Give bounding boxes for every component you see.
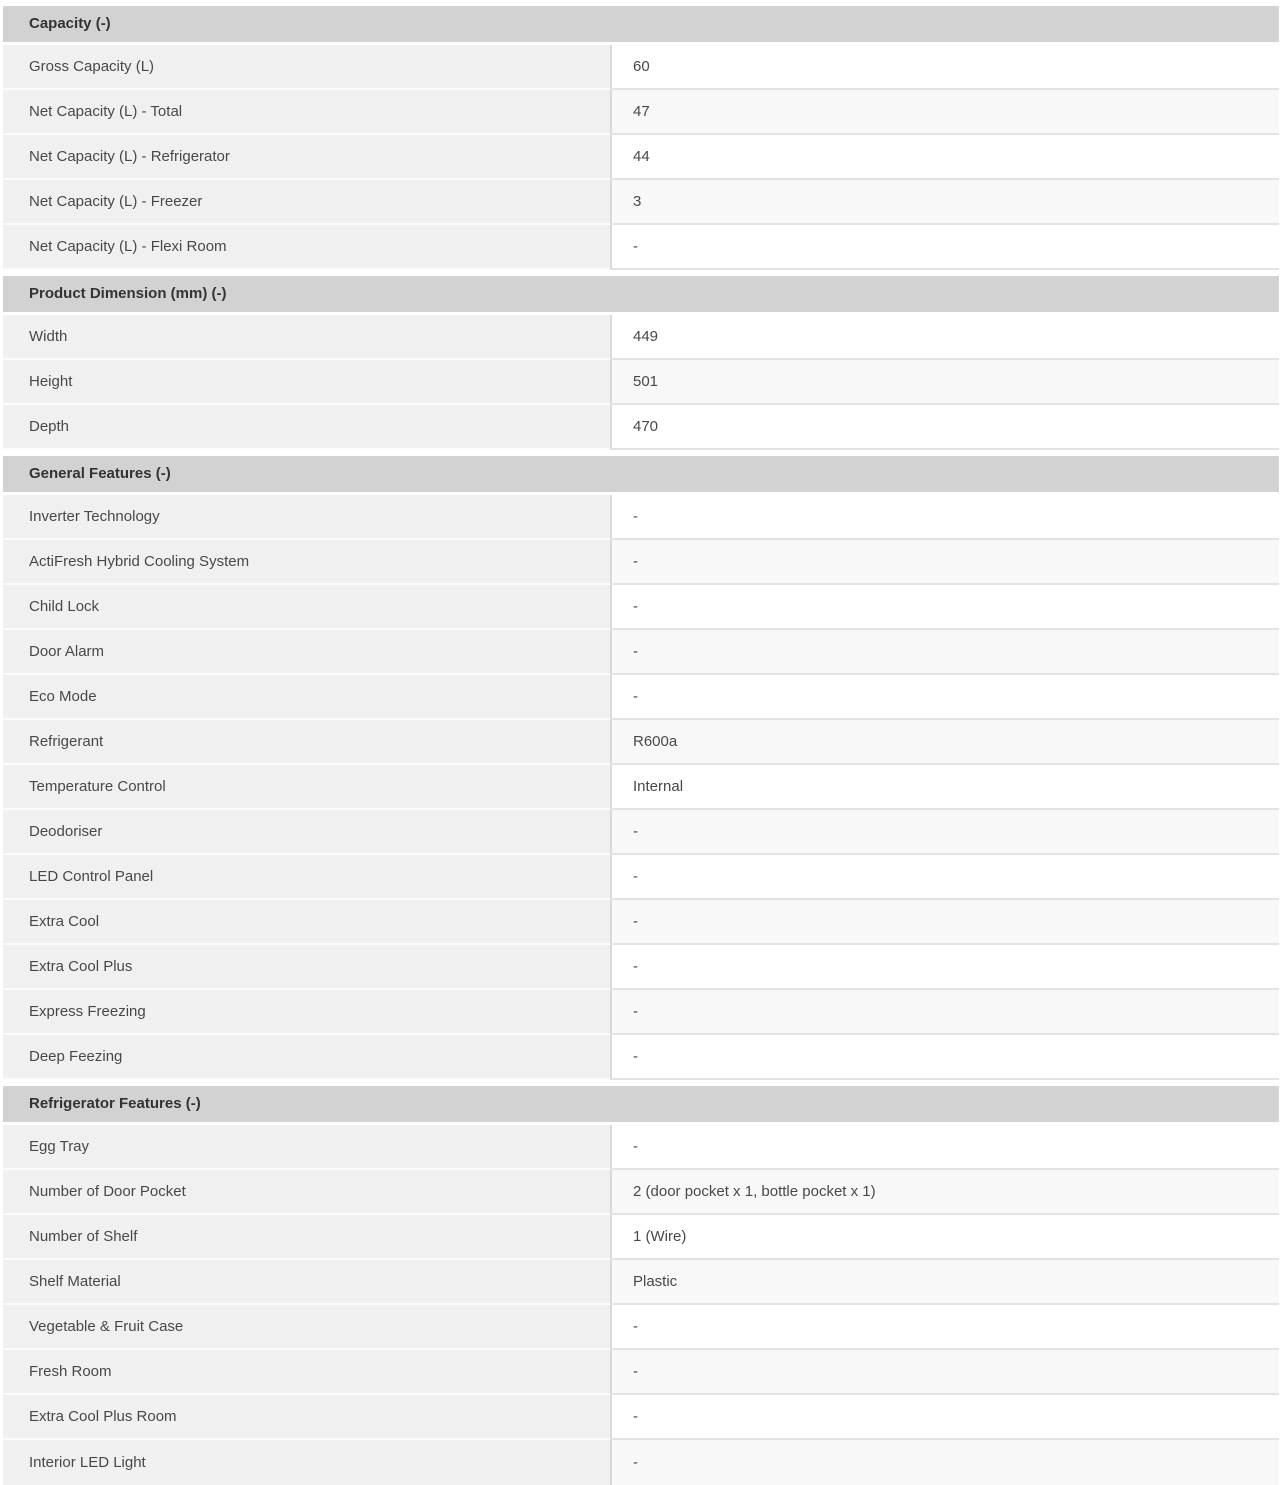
spec-label-eco-mode: Eco Mode	[3, 675, 610, 720]
spec-row	[3, 990, 1279, 1035]
spec-value-actifresh-hybrid-cooling-system: -	[610, 540, 1279, 585]
spec-label-egg-tray: Egg Tray	[3, 1125, 610, 1170]
spec-value-extra-cool: -	[610, 900, 1279, 945]
spec-label-temperature-control: Temperature Control	[3, 765, 610, 810]
spec-value-extra-cool-plus-room: -	[610, 1395, 1279, 1440]
spec-row	[3, 630, 1279, 675]
spec-row	[3, 1035, 1279, 1080]
spec-label-width: Width	[3, 315, 610, 360]
spec-label-express-freezing: Express Freezing	[3, 990, 610, 1035]
spec-value-refrigerant: R600a	[610, 720, 1279, 765]
section-row	[3, 270, 1279, 315]
spec-label-extra-cool: Extra Cool	[3, 900, 610, 945]
spec-row	[3, 945, 1279, 990]
spec-label-refrigerant: Refrigerant	[3, 720, 610, 765]
spec-label-extra-cool-plus: Extra Cool Plus	[3, 945, 610, 990]
spec-label-gross-capacity-l: Gross Capacity (L)	[3, 45, 610, 90]
spec-value-deep-feezing: -	[610, 1035, 1279, 1080]
spec-table	[3, 0, 1279, 1485]
spec-value-depth: 470	[610, 405, 1279, 450]
spec-row	[3, 225, 1279, 270]
spec-label-shelf-material: Shelf Material	[3, 1260, 610, 1305]
spec-label-child-lock: Child Lock	[3, 585, 610, 630]
spec-value-number-of-shelf: 1 (Wire)	[610, 1215, 1279, 1260]
spec-label-deep-feezing: Deep Feezing	[3, 1035, 610, 1080]
spec-label-depth: Depth	[3, 405, 610, 450]
spec-value-net-capacity-l-freezer: 3	[610, 180, 1279, 225]
spec-label-number-of-shelf: Number of Shelf	[3, 1215, 610, 1260]
spec-value-width: 449	[610, 315, 1279, 360]
spec-value-inverter-technology: -	[610, 495, 1279, 540]
spec-label-actifresh-hybrid-cooling-system: ActiFresh Hybrid Cooling System	[3, 540, 610, 585]
spec-value-gross-capacity-l: 60	[610, 45, 1279, 90]
spec-row	[3, 360, 1279, 405]
spec-row	[3, 1125, 1279, 1170]
spec-row	[3, 1305, 1279, 1350]
spec-label-vegetable-fruit-case: Vegetable & Fruit Case	[3, 1305, 610, 1350]
spec-label-fresh-room: Fresh Room	[3, 1350, 610, 1395]
spec-row	[3, 1170, 1279, 1215]
spec-label-number-of-door-pocket: Number of Door Pocket	[3, 1170, 610, 1215]
spec-label-height: Height	[3, 360, 610, 405]
section-header-product-dimension-mm[interactable]: Product Dimension (mm) (-)	[3, 270, 1279, 315]
spec-value-deodoriser: -	[610, 810, 1279, 855]
spec-value-net-capacity-l-refrigerator: 44	[610, 135, 1279, 180]
spec-label-interior-led-light: Interior LED Light	[3, 1440, 610, 1485]
spec-row	[3, 90, 1279, 135]
spec-row	[3, 1350, 1279, 1395]
spec-row	[3, 1440, 1279, 1485]
spec-label-deodoriser: Deodoriser	[3, 810, 610, 855]
spec-value-eco-mode: -	[610, 675, 1279, 720]
spec-row	[3, 495, 1279, 540]
spec-label-net-capacity-l-freezer: Net Capacity (L) - Freezer	[3, 180, 610, 225]
spec-row	[3, 585, 1279, 630]
spec-row	[3, 900, 1279, 945]
spec-value-height: 501	[610, 360, 1279, 405]
spec-row	[3, 405, 1279, 450]
spec-label-net-capacity-l-flexi-room: Net Capacity (L) - Flexi Room	[3, 225, 610, 270]
spec-value-temperature-control: Internal	[610, 765, 1279, 810]
spec-value-number-of-door-pocket: 2 (door pocket x 1, bottle pocket x 1)	[610, 1170, 1279, 1215]
section-header-capacity[interactable]: Capacity (-)	[3, 0, 1279, 45]
spec-value-fresh-room: -	[610, 1350, 1279, 1395]
spec-label-net-capacity-l-refrigerator: Net Capacity (L) - Refrigerator	[3, 135, 610, 180]
spec-value-vegetable-fruit-case: -	[610, 1305, 1279, 1350]
spec-value-led-control-panel: -	[610, 855, 1279, 900]
spec-value-extra-cool-plus: -	[610, 945, 1279, 990]
section-row	[3, 450, 1279, 495]
spec-row	[3, 315, 1279, 360]
section-row	[3, 1080, 1279, 1125]
spec-value-door-alarm: -	[610, 630, 1279, 675]
spec-row	[3, 45, 1279, 90]
spec-value-interior-led-light: -	[610, 1440, 1279, 1485]
spec-row	[3, 540, 1279, 585]
section-header-general-features[interactable]: General Features (-)	[3, 450, 1279, 495]
spec-label-led-control-panel: LED Control Panel	[3, 855, 610, 900]
spec-label-door-alarm: Door Alarm	[3, 630, 610, 675]
spec-row	[3, 855, 1279, 900]
spec-value-net-capacity-l-flexi-room: -	[610, 225, 1279, 270]
spec-table-body	[3, 0, 1279, 1485]
spec-value-egg-tray: -	[610, 1125, 1279, 1170]
spec-row	[3, 675, 1279, 720]
spec-row	[3, 135, 1279, 180]
spec-label-net-capacity-l-total: Net Capacity (L) - Total	[3, 90, 610, 135]
spec-value-shelf-material: Plastic	[610, 1260, 1279, 1305]
spec-row	[3, 720, 1279, 765]
spec-row	[3, 180, 1279, 225]
spec-row	[3, 810, 1279, 855]
spec-row	[3, 765, 1279, 810]
spec-value-net-capacity-l-total: 47	[610, 90, 1279, 135]
spec-row	[3, 1260, 1279, 1305]
section-row	[3, 0, 1279, 45]
spec-label-extra-cool-plus-room: Extra Cool Plus Room	[3, 1395, 610, 1440]
section-header-refrigerator-features[interactable]: Refrigerator Features (-)	[3, 1080, 1279, 1125]
spec-row	[3, 1215, 1279, 1260]
spec-row	[3, 1395, 1279, 1440]
spec-label-inverter-technology: Inverter Technology	[3, 495, 610, 540]
spec-value-child-lock: -	[610, 585, 1279, 630]
spec-value-express-freezing: -	[610, 990, 1279, 1035]
